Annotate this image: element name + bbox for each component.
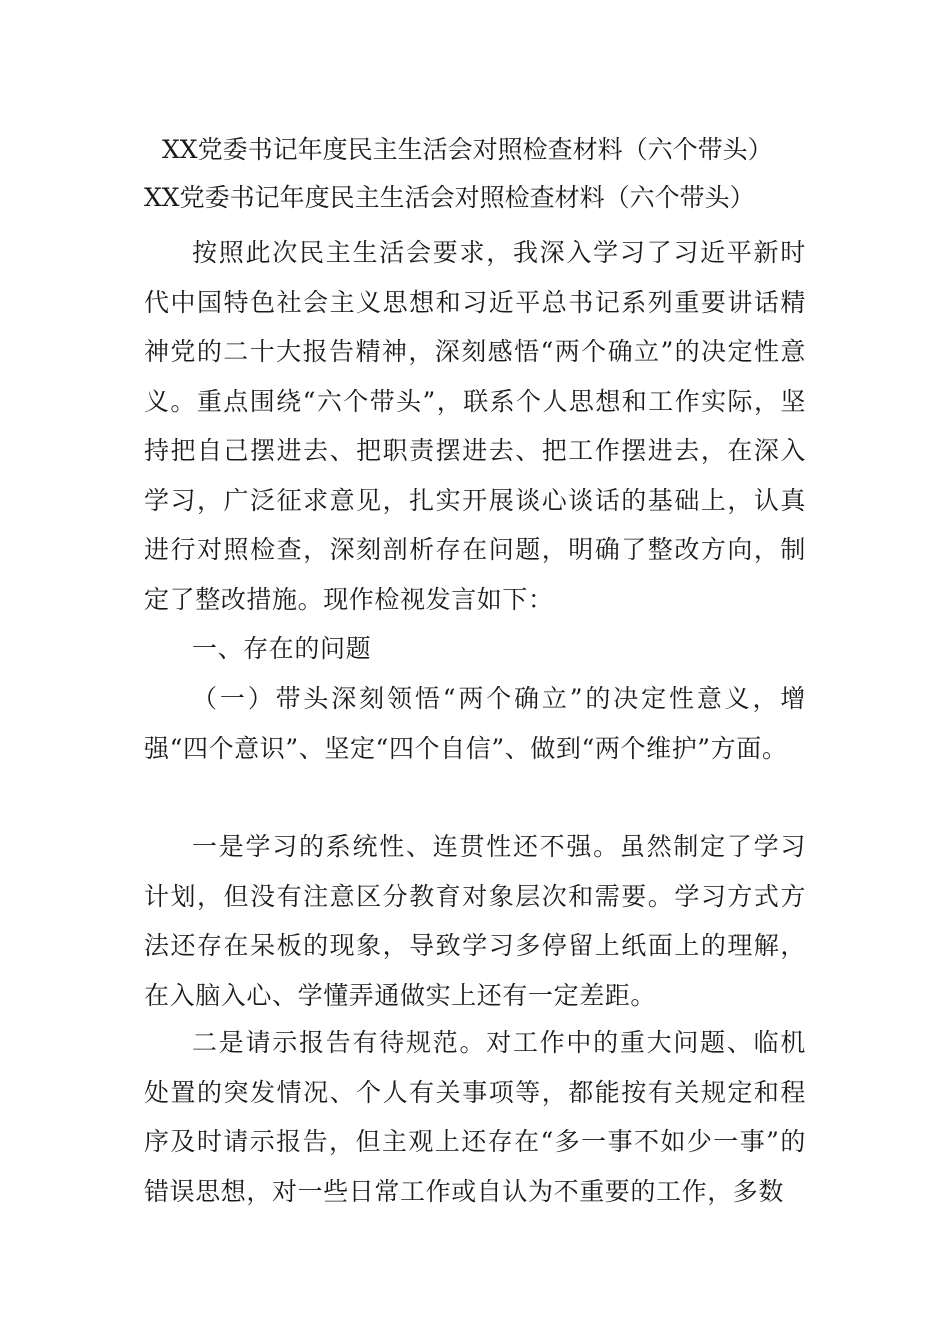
problem-item-1: 一是学习的系统性、连贯性还不强。虽然制定了学习计划，但没有注意区分教育对象层次和需要。学习方式方法还存在呆板的现象，导致学习多停留上纸面上的理解，在入脑入心、学懂弄通做实上还有一定差距。 — [144, 832, 806, 1010]
problem-item-2: 二是请示报告有待规范。对工作中的重大问题、临机处置的突发情况、个人有关事项等，都能按有关规定和程序及时请示报告，但主观上还存在“多一事不如少一事”的错误思想，对一些日常工作或自认为不重要的工作，多数 — [144, 1028, 806, 1206]
section-heading-block — [144, 624, 806, 674]
intro-block — [144, 228, 806, 624]
subsection-heading: （一）带头深刻领悟“两个确立”的决定性意义，增强“四个意识”、坚定“四个自信”、做到“两个维护”方面。 — [144, 684, 806, 763]
section-heading: 一、存在的问题 — [192, 634, 372, 663]
document-title-line-1: XX党委书记年度民主生活会对照检查材料（六个带头） — [162, 135, 773, 164]
subsection-heading-block — [144, 674, 806, 773]
document-title-line-2: XX党委书记年度民主生活会对照检查材料（六个带头） — [144, 183, 755, 212]
item-2-block — [144, 1018, 806, 1216]
intro-paragraph: 按照此次民主生活会要求，我深入学习了习近平新时代中国特色社会主义思想和习近平总书记系列重要讲话精神党的二十大报告精神，深刻感悟“两个确立”的决定性意义。重点围绕“六个带头”，联系个人思想和工作实际，坚持把自己摆进去、把职责摆进去、把工作摆进去，在深入学习，广泛征求意见，扎实开展谈心谈话的基础上，认真进行对照检查，深刻剖析存在问题，明确了整改方向，制定了整改措施。现作检视发言如下： — [144, 238, 806, 614]
item-1-block — [144, 822, 806, 1020]
